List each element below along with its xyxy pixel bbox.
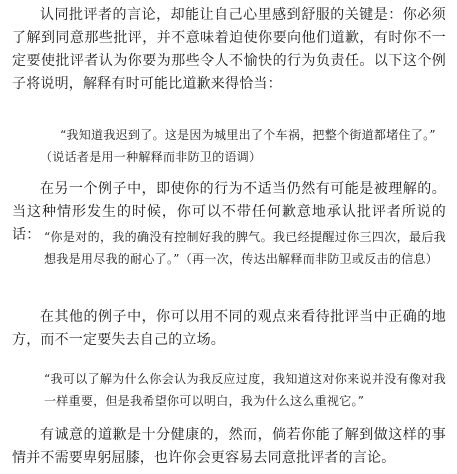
body-paragraph-2: 在另一个例子中，即使你的行为不适当仍然有可能是被理解的。当这种情形发生的时候，你可以不带任何歉意地承认批评者所说的话： xyxy=(12,181,446,243)
body-paragraph-4: 有诚意的道歉是十分健康的，然而，倘若你能了解到做这样的事情并不需要卑躬屈膝，也许你会更容易去同意批评者的言论。 xyxy=(12,427,446,466)
example-quote-2: “你是对的，我的确没有控制好我的脾气。我已经提醒过你三四次，最后我想我是用尽我的耐心了。”（再一次，传达出解释而非防卫或反击的信息） xyxy=(44,230,446,266)
body-paragraph-1: 认同批评者的言论，却能让自己心里感到舒服的关键是：你必须了解到同意那些批评，并不意味着迫使你要向他们道歉，有时你不一定要使批评者认为你要为那些令人不愉快的行为负责任。以下这个例子将说明，解释有时可能比道歉来得恰当： xyxy=(12,7,446,92)
body-paragraph-3: 在其他的例子中，你可以用不同的观点来看待批评当中正确的地方，而不一定要失去自己的立场。 xyxy=(12,309,446,348)
example-quote-3: “我可以了解为什么你会认为我反应过度，我知道这对你来说并没有像对我一样重要，但是我希望你可以明白，我为什么这么重视它。” xyxy=(44,372,446,408)
example-quote-1: “我知道我迟到了。这是因为城里出了个车祸，把整个街道都堵住了。” xyxy=(60,128,436,142)
example-quote-1-note: （说话者是用一种解释而非防卫的语调） xyxy=(40,150,262,164)
